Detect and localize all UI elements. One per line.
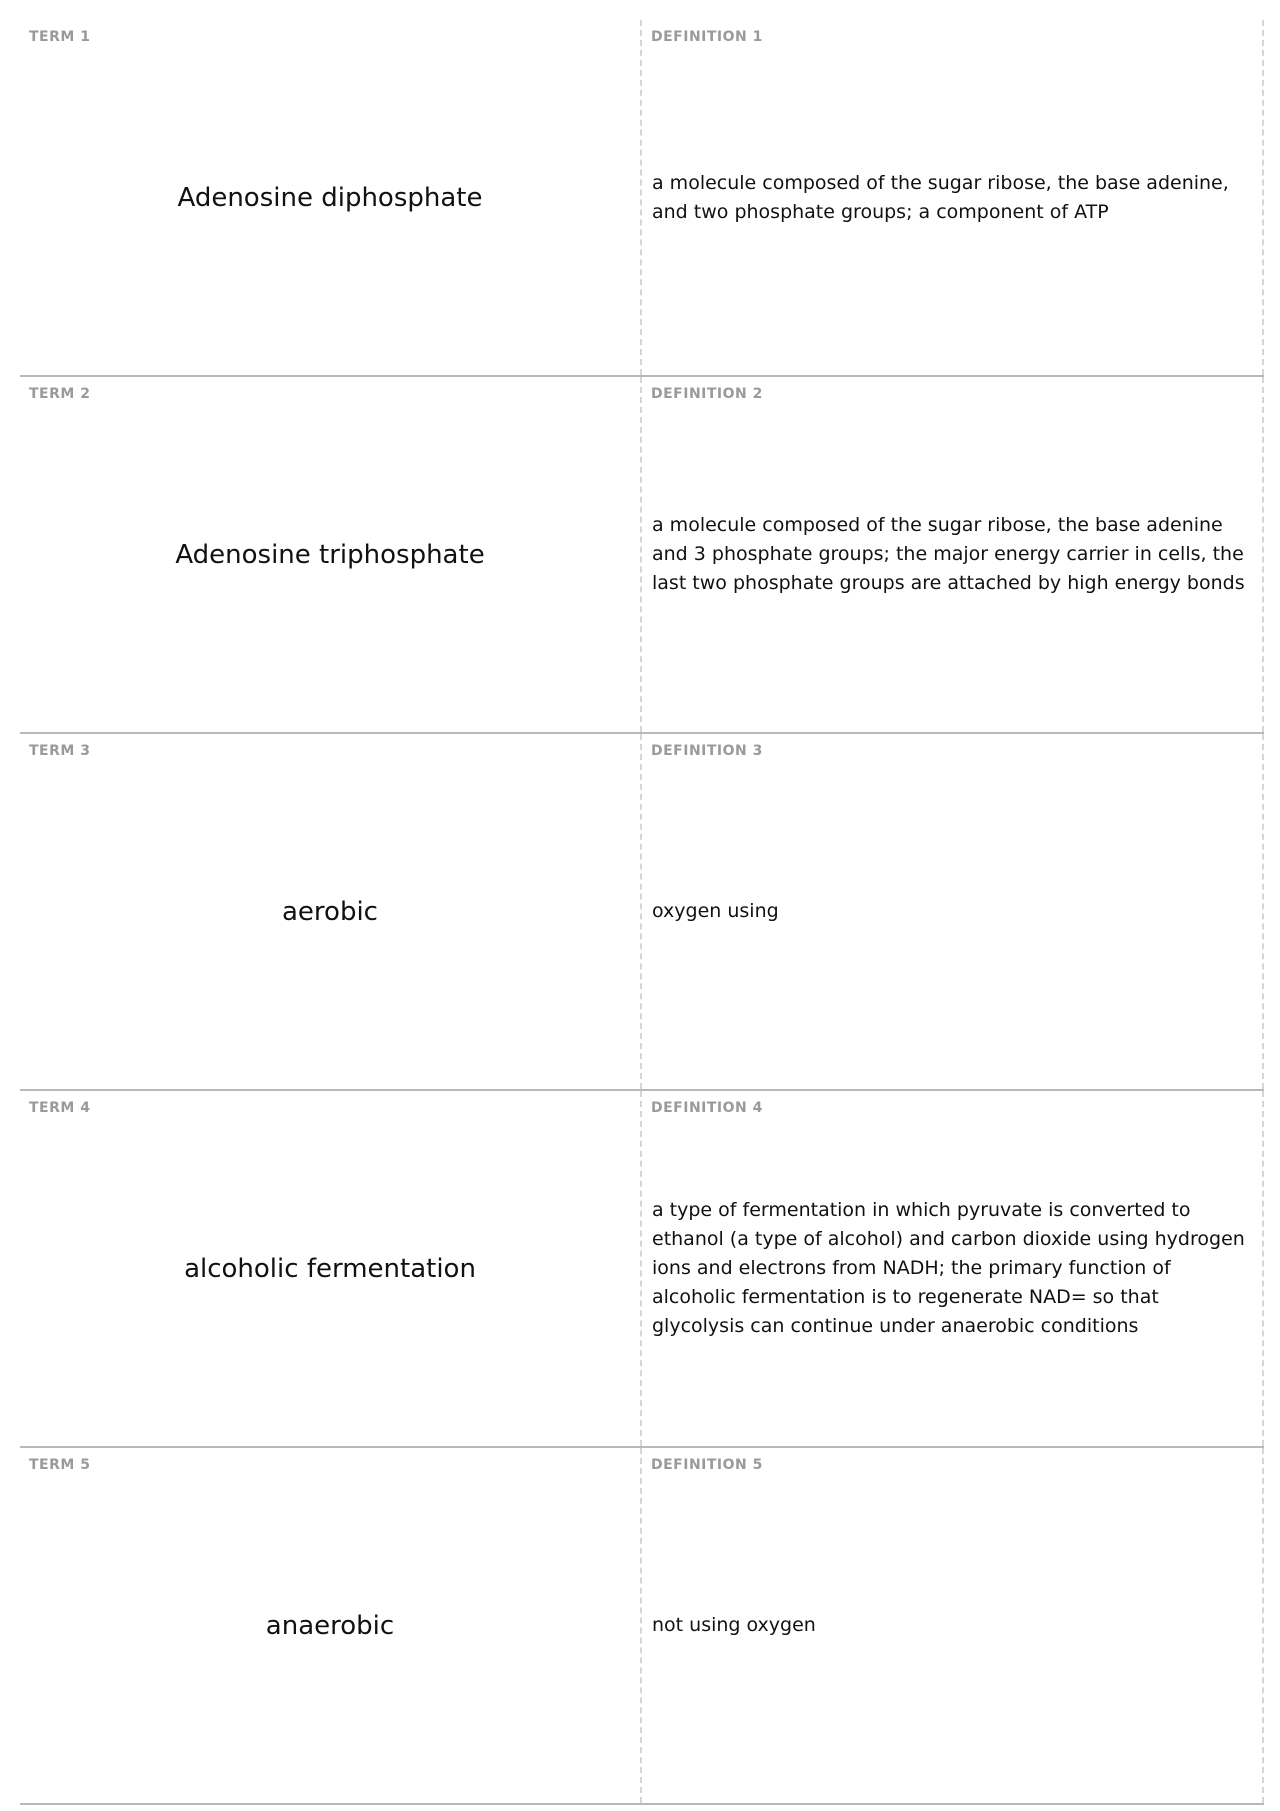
definition-text: not using oxygen xyxy=(652,1614,816,1636)
definition-label: DEFINITION 3 xyxy=(651,743,763,759)
term-label: TERM 5 xyxy=(29,1457,91,1473)
definition-cell xyxy=(642,1448,1264,1803)
flashcard-row xyxy=(20,20,1264,377)
term-text: anaerobic xyxy=(265,1610,395,1641)
term-cell xyxy=(20,20,642,375)
definition-cell xyxy=(642,1091,1264,1446)
term-text: aerobic xyxy=(282,896,378,927)
flashcard-row xyxy=(20,734,1264,1091)
term-cell xyxy=(20,1448,642,1803)
flashcard-row xyxy=(20,1091,1264,1448)
definition-label: DEFINITION 1 xyxy=(651,29,763,45)
definition-label: DEFINITION 5 xyxy=(651,1457,763,1473)
term-cell xyxy=(20,1091,642,1446)
flashcard-row xyxy=(20,377,1264,734)
definition-label: DEFINITION 4 xyxy=(651,1100,763,1116)
term-text: Adenosine triphosphate xyxy=(175,539,485,570)
term-cell xyxy=(20,734,642,1089)
term-text: Adenosine diphosphate xyxy=(177,182,483,213)
definition-text: oxygen using xyxy=(652,900,779,922)
term-label: TERM 1 xyxy=(29,29,91,45)
definition-label: DEFINITION 2 xyxy=(651,386,763,402)
definition-cell xyxy=(642,734,1264,1089)
definition-text: a type of fermentation in which pyruvate is converted to ethanol (a type of alcohol) and carbon dioxide using hydrogen ions and electrons from NADH; the primary function of alcoholic fermentation is to regenerate NAD= so that glycolysis can continue under anaerobic conditions xyxy=(652,1199,1245,1337)
definition-cell xyxy=(642,20,1264,375)
definition-cell xyxy=(642,377,1264,732)
term-text: alcoholic fermentation xyxy=(184,1253,476,1284)
flashcard-sheet xyxy=(20,20,1264,1805)
flashcard-row xyxy=(20,1448,1264,1805)
term-label: TERM 3 xyxy=(29,743,91,759)
definition-text: a molecule composed of the sugar ribose, the base adenine and 3 phosphate groups; the major energy carrier in cells, the last two phosphate groups are attached by high energy bonds xyxy=(652,514,1245,594)
term-label: TERM 4 xyxy=(29,1100,91,1116)
definition-text: a molecule composed of the sugar ribose, the base adenine, and two phosphate groups; a component of ATP xyxy=(652,171,1229,223)
term-cell xyxy=(20,377,642,732)
term-label: TERM 2 xyxy=(29,386,91,402)
